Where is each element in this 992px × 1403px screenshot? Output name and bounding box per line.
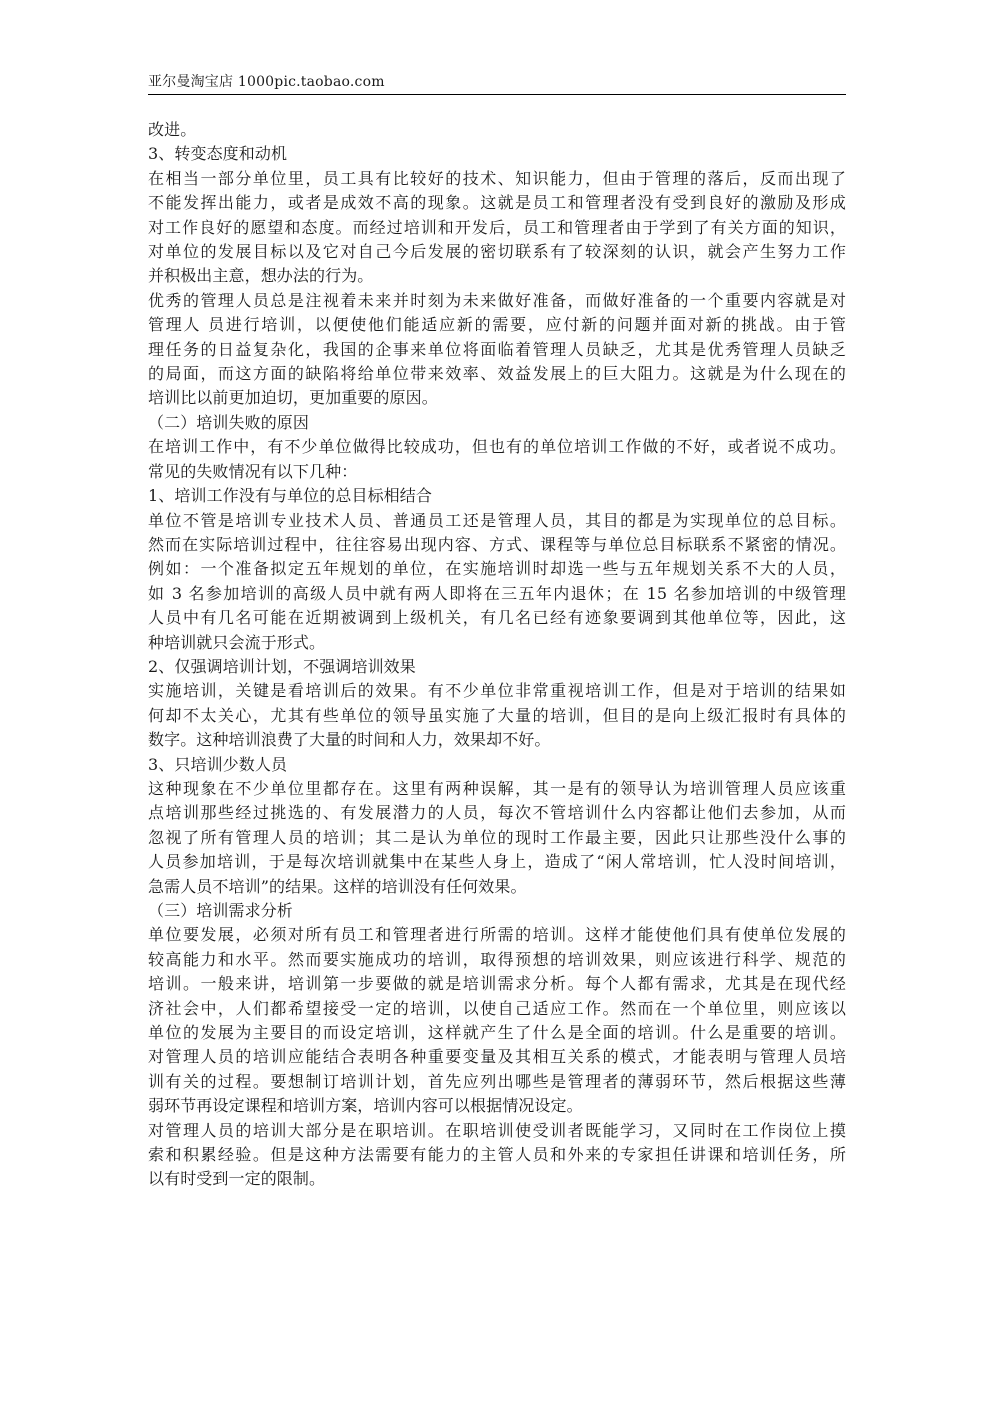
text-line: （三）培训需求分析 [148, 901, 293, 920]
text-line: 以有时受到一定的限制。 [148, 1169, 326, 1189]
text-line: 优秀的管理人员总是注视着未来并时刻为未来做好准备，而做好准备的一个重要内容就是对 [148, 290, 846, 310]
text-line: 的局面，而这方面的缺陷将给单位带来效率、效益发展上的巨大阻力。这就是为什么现在的 [148, 364, 846, 384]
text-line: 在培训工作中，有不少单位做得比较成功，但也有的单位培训工作做的不好，或者说不成功。 [148, 437, 846, 457]
text-line: 这种现象在不少单位里都存在。这里有两种误解，其一是有的领导认为培训管理人员应该重 [148, 778, 846, 798]
text-line: 并积极出主意，想办法的行为。 [148, 266, 374, 286]
text-line: 单位的发展为主要目的而设定培训，这样就产生了什么是全面的培训。什么是重要的培训。 [148, 1023, 846, 1043]
text-line: 对管理人员的培训应能结合表明各种重要变量及其相互关系的模式，才能表明与管理人员培 [148, 1047, 846, 1067]
text-line: 不能发挥出能力，或者是成效不高的现象。这就是员工和管理者没有受到良好的激励及形成 [148, 193, 846, 213]
text-line: 3、只培训少数人员 [148, 754, 288, 774]
text-line: 忽视了所有管理人员的培训；其二是认为单位的现时工作最主要，因此只让那些没什么事的 [148, 827, 846, 847]
text-line: 种培训就只会流于形式。 [148, 632, 326, 652]
text-line: 理任务的日益复杂化，我国的企事来单位将面临着管理人员缺乏，尤其是优秀管理人员缺乏 [148, 339, 846, 359]
text-line: 管理人 员进行培训，以便使他们能适应新的需要，应付新的问题并面对新的挑战。由于管 [148, 315, 846, 335]
text-line: 济社会中，人们都希望接受一定的培训，以使自己适应工作。然而在一个单位里，则应该以 [148, 998, 846, 1018]
text-line: 索和积累经验。但是这种方法需要有能力的主管人员和外来的专家担任讲课和培训任务，所 [148, 1145, 846, 1165]
text-line: 2、仅强调培训计划，不强调培训效果 [148, 656, 416, 676]
text-line: 人员参加培训，于是每次培训就集中在某些人身上，造成了“闲人常培训，忙人没时间培训， [148, 852, 846, 872]
text-line: 训有关的过程。要想制订培训计划，首先应列出哪些是管理者的薄弱环节，然后根据这些薄 [148, 1071, 846, 1091]
text-line: 对管理人员的培训大部分是在职培训。在职培训使受训者既能学习，又同时在工作岗位上摸 [148, 1120, 846, 1140]
text-line: 常见的失败情况有以下几种： [148, 461, 358, 481]
text-line: 例如：一个准备拟定五年规划的单位，在实施培训时却选一些与五年规划关系不大的人员， [148, 559, 846, 579]
text-line: 何却不太关心，尤其有些单位的领导虽实施了大量的培训，但目的是向上级汇报时有具体的 [148, 705, 846, 725]
text-line: 实施培训，关键是看培训后的效果。有不少单位非常重视培训工作，但是对于培训的结果如 [148, 681, 846, 701]
text-line: 1、培训工作没有与单位的总目标相结合 [148, 486, 432, 506]
text-line: 单位不管是培训专业技术人员、普通员工还是管理人员，其目的都是为实现单位的总目标。 [148, 510, 846, 530]
text-line: 弱环节再设定课程和培训方案，培训内容可以根据情况设定。 [148, 1096, 583, 1116]
text-line: 如 3 名参加培训的高级人员中就有两人即将在三五年内退休；在 15 名参加培训的中级管理 [148, 583, 846, 603]
text-line: 点培训那些经过挑选的、有发展潜力的人员，每次不管培训什么内容都让他们去参加，从而 [148, 803, 846, 823]
document-body [148, 118, 846, 1192]
text-line: 改进。 [148, 120, 197, 139]
text-line: 人员中有几名可能在近期被调到上级机关，有几名已经有迹象要调到其他单位等，因此，这 [148, 608, 846, 628]
text-line: 急需人员不培训”的结果。这样的培训没有任何效果。 [148, 876, 527, 896]
text-line: 对单位的发展目标以及它对自己今后发展的密切联系有了较深刻的认识，就会产生努力工作 [148, 242, 846, 262]
text-line: 单位要发展，必须对所有员工和管理者进行所需的培训。这样才能使他们具有使单位发展的 [148, 925, 846, 945]
text-line: 在相当一部分单位里，员工具有比较好的技术、知识能力，但由于管理的落后，反而出现了 [148, 168, 846, 188]
text-line: 然而在实际培训过程中，往往容易出现内容、方式、课程等与单位总目标联系不紧密的情况。 [148, 534, 846, 554]
text-line: 较高能力和水平。然而要实施成功的培训，取得预想的培训效果，则应该进行科学、规范的 [148, 949, 846, 969]
text-line: 3、转变态度和动机 [148, 144, 288, 164]
text-line: 对工作良好的愿望和态度。而经过培训和开发后，员工和管理者由于学到了有关方面的知识， [148, 217, 846, 237]
header-text: 亚尔曼淘宝店 1000pic.taobao.com [148, 74, 385, 90]
text-line: 数字。这种培训浪费了大量的时间和人力，效果却不好。 [148, 730, 551, 750]
text-line: （二）培训失败的原因 [148, 412, 310, 432]
text-line: 培训比以前更加迫切，更加重要的原因。 [148, 388, 438, 408]
page-header [148, 68, 846, 95]
text-line: 培训。一般来讲，培训第一步要做的就是培训需求分析。每个人都有需求，尤其是在现代经 [148, 974, 846, 994]
